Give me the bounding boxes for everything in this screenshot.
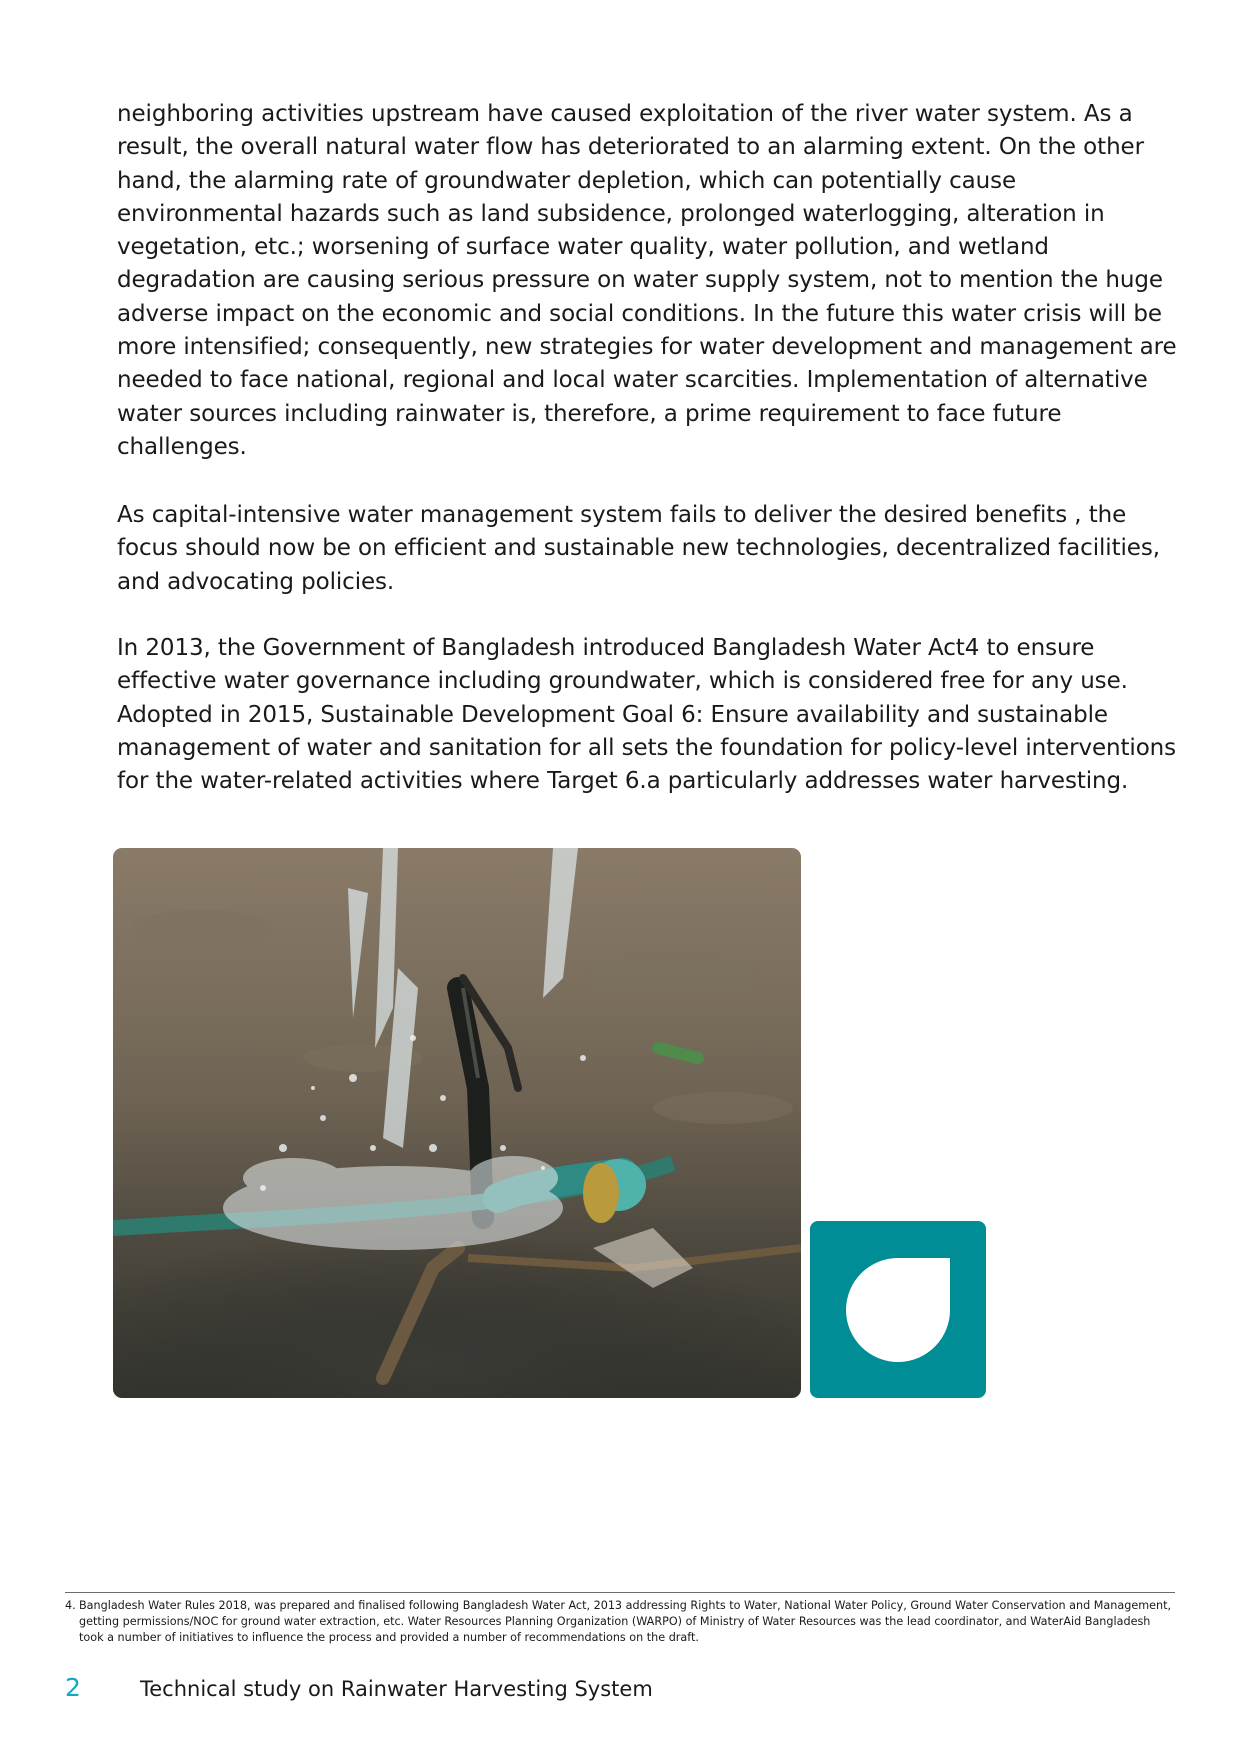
footnote-divider xyxy=(65,1592,1175,1593)
footnote-text: Bangladesh Water Rules 2018, was prepared and finalised following Bangladesh Water Act, 2013 addressing Rights to Water, National Water Policy, Ground Water Conservation and Management, getting permissions/NOC for ground water extraction, etc. Water Resources Planning Organization (WARPO) of Ministry of Water Resources was the lead coordinator, and WaterAid Bangladesh took a number of initiatives to influence the process and provided a number of recommendations on the draft. xyxy=(79,1599,1172,1645)
footnote-number: 4. xyxy=(65,1599,76,1612)
footnote xyxy=(65,1598,1175,1647)
water-drop-logo-icon xyxy=(810,1221,986,1398)
running-title: Technical study on Rainwater Harvesting System xyxy=(140,1677,653,1701)
body-paragraph-2: As capital-intensive water management system fails to deliver the desired benefits , the focus should now be on efficient and sustainable new technologies, decentralized facilities, and advocating policies. xyxy=(117,502,1160,595)
body-paragraph-3: In 2013, the Government of Bangladesh introduced Bangladesh Water Act4 to ensure effective water governance including groundwater, which is considered free for any use. Adopted in 2015, Sustainable Development Goal 6: Ensure availability and sustainable management of water and sanitation for all sets the foundation for policy-level interventions for the water-related activities where Target 6.a particularly addresses water harvesting. xyxy=(117,635,1177,795)
water-spray-photo xyxy=(113,848,801,1398)
page-number: 2 xyxy=(65,1673,81,1702)
body-paragraph-1: neighboring activities upstream have caused exploitation of the river water system. As a result, the overall natural water flow has deteriorated to an alarming extent. On the other hand, the alarming rate of groundwater depletion, which can potentially cause environmental hazards such as land subsidence, prolonged waterlogging, alteration in vegetation, etc.; worsening of surface water quality, water pollution, and wetland degradation are causing serious pressure on water supply system, not to mention the huge adverse impact on the economic and social conditions. In the future this water crisis will be more intensified; consequently, new strategies for water development and management are needed to face national, regional and local water scarcities. Implementation of alternative water sources including rainwater is, therefore, a prime requirement to face future challenges. xyxy=(117,101,1177,460)
